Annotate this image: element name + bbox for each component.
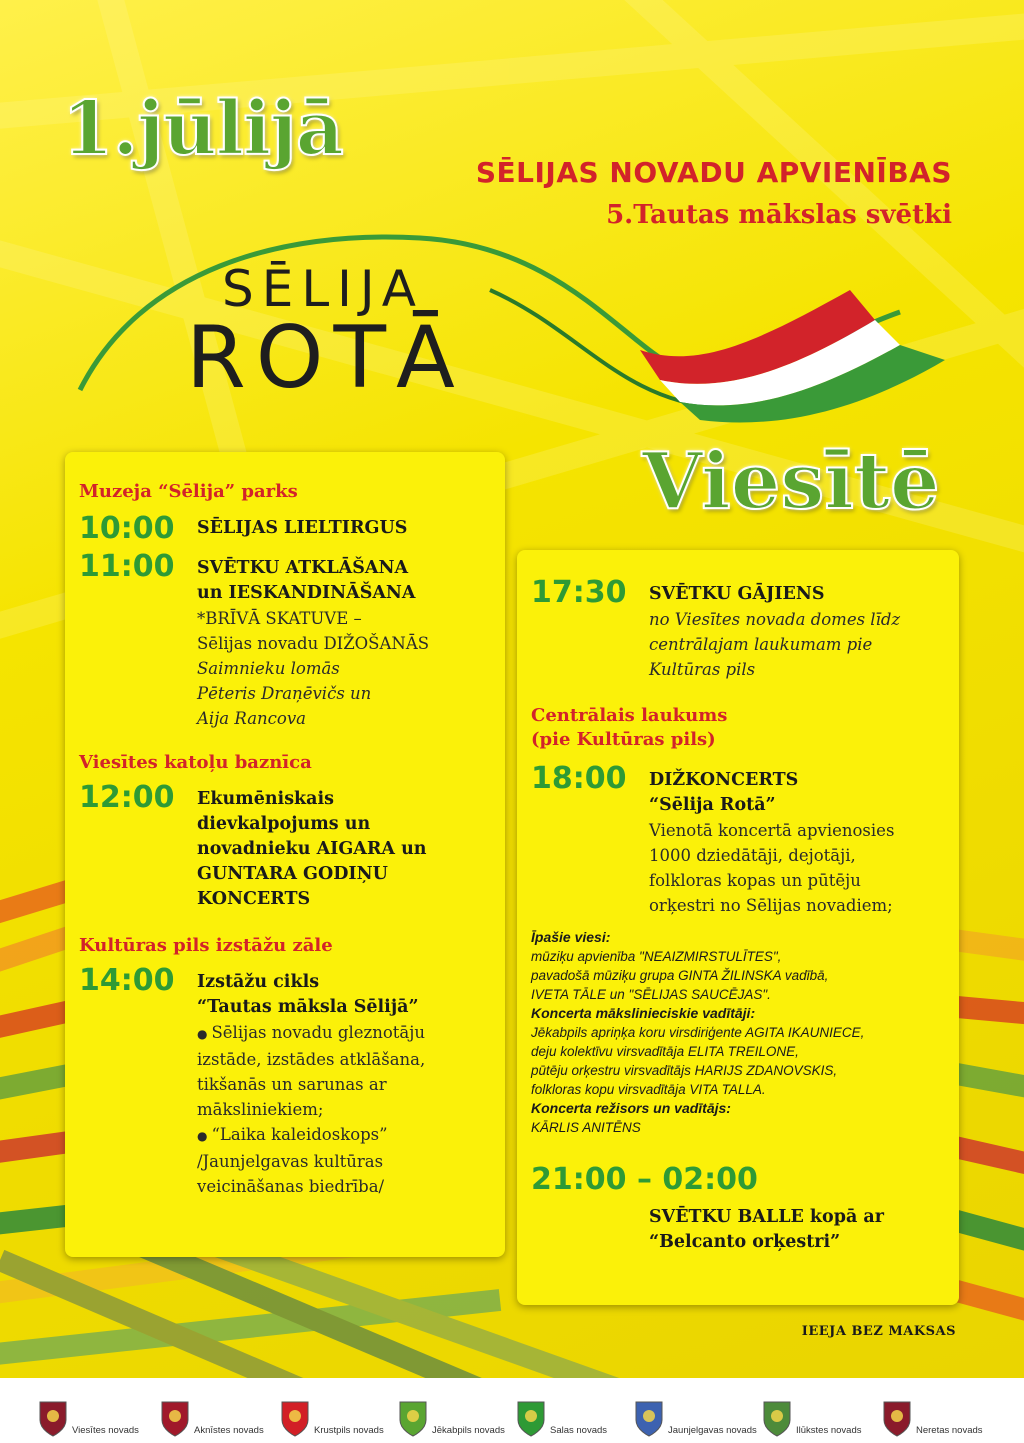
guest-line: mūziķu apvienība "NEAIZMIRSTULĪTES", [531,949,782,964]
coat-of-arms-icon [634,1400,664,1438]
bullet-line: māksliniekiem; [197,1100,324,1119]
headline-festival: 5.Tautas mākslas svētki [606,200,952,230]
guest-heading: Koncerta mākslinieciskie vadītāji: [531,1005,756,1021]
coat-of-arms-icon [762,1400,792,1438]
event-title: KONCERTS [197,889,311,909]
guest-heading: Koncerta režisors un vadītājs: [531,1100,731,1116]
event-time: 12:00 [79,780,175,815]
event-title: SVĒTKU ATKLĀŠANA [197,558,409,578]
event-item [79,781,493,912]
program-panel-right [517,550,959,1305]
coat-of-arms-icon [882,1400,912,1438]
event-time: 10:00 [79,511,175,546]
event-description: Kultūras pils [649,660,756,679]
event-title: “Sēlija Rotā” [649,795,776,815]
guest-line: KĀRLIS ANITĒNS [531,1120,641,1135]
event-item [79,512,493,546]
coat-of-arms-icon [398,1400,428,1438]
event-item [79,550,493,731]
municipality-item [634,1386,757,1438]
location-heading: Muzeja “Sēlija” parks [79,481,298,502]
bullet-line: ● “Laika kaleidoskops” [197,1125,388,1144]
municipality-name: Aknīstes novads [194,1425,264,1436]
municipality-name: Krustpils novads [314,1425,384,1436]
bullet-line: /Jaunjelgavas kultūras [197,1152,384,1171]
guest-line: IVETA TĀLE un "SĒLIJAS SAUCĒJAS". [531,987,771,1002]
event-title: “Tautas māksla Sēlijā” [197,997,419,1017]
event-item [531,1163,949,1255]
program-panel-left [65,452,505,1257]
municipality-item [398,1386,505,1438]
municipality-item [882,1386,983,1438]
municipality-item [38,1386,139,1438]
event-time: 17:30 [531,575,627,610]
event-date: 1.jūlijā [62,86,343,172]
event-description: Aija Rancova [197,709,306,728]
municipality-item [516,1386,607,1438]
location-heading: Kultūras pils izstāžu zāle [79,935,333,956]
bullet-line: izstāde, izstādes atklāšana, [197,1050,426,1069]
event-title: GUNTARA GODIŅU [197,864,388,884]
guest-line: pavadošā mūziķu grupa GINTA ŽILINSKA vadībā, [531,968,829,983]
event-title: novadnieku AIGARA un [197,839,427,859]
event-title: SĒLIJAS LIELTIRGUS [197,518,408,538]
municipality-name: Viesītes novads [72,1425,139,1436]
event-title: SVĒTKU GĀJIENS [649,584,825,604]
event-title: “Belcanto orķestri” [649,1232,841,1252]
coat-of-arms-icon [516,1400,546,1438]
location-heading: Centrālais laukums [531,705,728,726]
location-heading: Viesītes katoļu baznīca [79,752,312,773]
municipality-footer [0,1378,1024,1443]
event-description: Pēteris Draņēvičs un [197,684,372,703]
event-title: Izstāžu cikls [197,972,320,992]
coat-of-arms-icon [280,1400,310,1438]
event-subtitle: Sēlijas novadu DIŽOŠANĀS [197,634,430,653]
event-title: DIŽKONCERTS [649,770,799,790]
municipality-item [160,1386,264,1438]
event-title: Ekumēniskais [197,789,335,809]
guest-list [531,928,949,1137]
event-item [531,576,949,682]
municipality-item [762,1386,861,1438]
coat-of-arms-icon [160,1400,190,1438]
free-entry-note: IEEJA BEZ MAKSAS [801,1324,956,1339]
event-item [531,762,949,918]
guest-line: folkloras kopu virsvadītāja VITA TALLA. [531,1082,766,1097]
event-time: 14:00 [79,963,175,998]
event-description: centrālajam laukumam pie [649,635,873,654]
bullet-icon: ● [197,1129,208,1143]
guest-line: pūtēju orķestru virsvadītājs HARIJS ZDANOVSKIS, [531,1063,838,1078]
location-heading: (pie Kultūras pils) [531,729,716,750]
bullet-icon: ● [197,1027,208,1041]
coat-of-arms-icon [38,1400,68,1438]
guest-line: Jēkabpils apriņķa koru virsdiriģente AGITA IKAUNIECE, [531,1025,865,1040]
guest-line: deju kolektīvu virsvadītāja ELITA TREILONE, [531,1044,799,1059]
municipality-name: Salas novads [550,1425,608,1436]
event-description: Vienotā koncertā apvienosies [649,821,895,840]
bullet-line: ● Sēlijas novadu gleznotāju [197,1023,425,1042]
municipality-name: Ilūkstes novads [796,1425,862,1436]
municipality-name: Jēkabpils novads [432,1425,505,1436]
event-time: 11:00 [79,549,175,584]
guest-heading: Īpašie viesi: [531,929,611,945]
event-description: Saimnieku lomās [197,659,340,678]
event-description: folkloras kopas un pūtēju [649,871,861,890]
event-time: 21:00 – 02:00 [531,1162,758,1197]
event-place: Viesītē [642,436,940,527]
event-item [79,964,493,1199]
municipality-name: Jaunjelgavas novads [668,1425,757,1436]
event-subtitle: *BRĪVĀ SKATUVE – [197,609,362,628]
event-title: un IESKANDINĀŠANA [197,583,416,603]
event-description: orķestri no Sēlijas novadiem; [649,896,893,915]
event-title: SVĒTKU BALLE kopā ar [649,1207,884,1227]
logo-text-selija: SĒLIJA [222,260,425,318]
event-description: no Viesītes novada domes līdz [649,610,901,629]
logo-text-rota: ROTĀ [186,308,465,408]
event-description: 1000 dziedātāji, dejotāji, [649,846,856,865]
municipality-item [280,1386,384,1438]
headline-organizer: SĒLIJAS NOVADU APVIENĪBAS [475,156,952,189]
event-time: 18:00 [531,761,627,796]
bullet-line: tikšanās un sarunas ar [197,1075,387,1094]
event-title: dievkalpojums un [197,814,371,834]
municipality-name: Neretas novads [916,1425,983,1436]
bullet-line: veicināšanas biedrība/ [197,1177,385,1196]
